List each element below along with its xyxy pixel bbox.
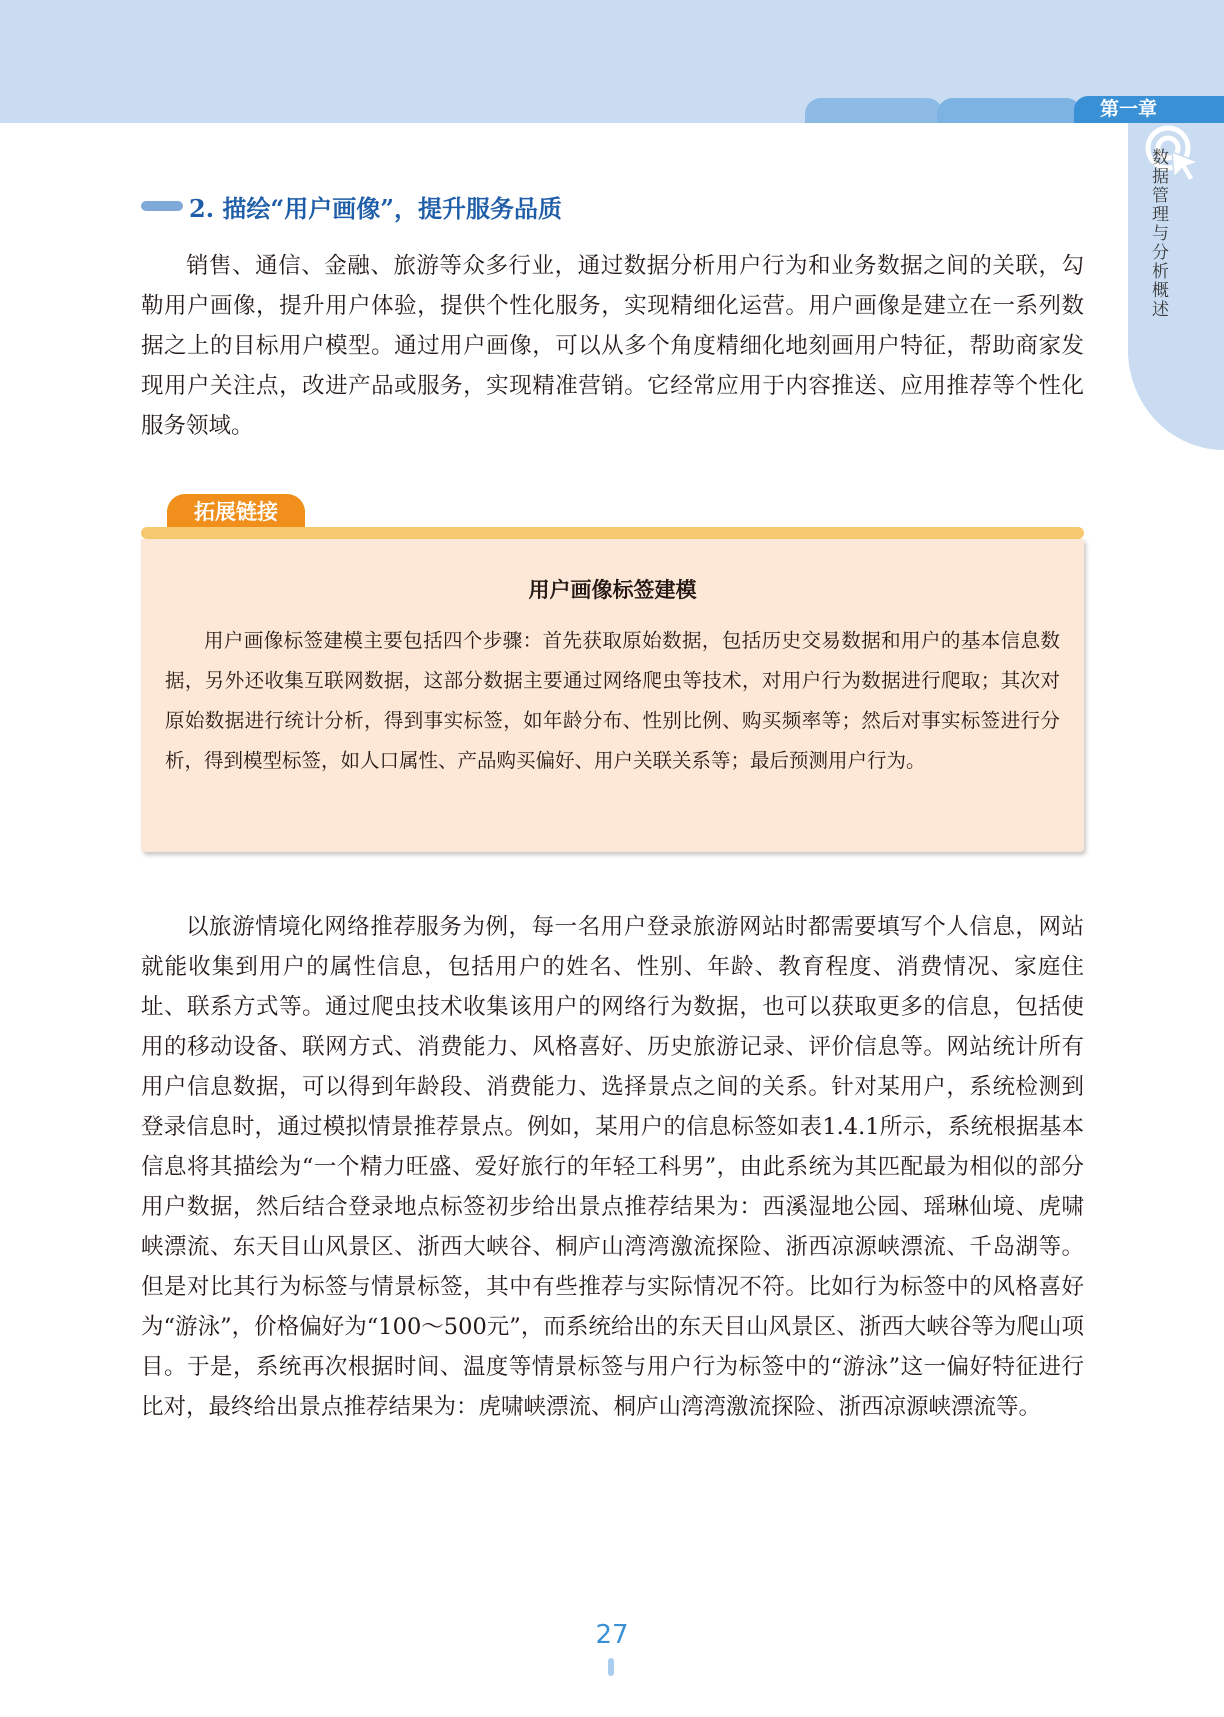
extension-label: 拓展链接 bbox=[167, 494, 305, 529]
section-heading bbox=[141, 190, 562, 222]
extension-top-bar bbox=[141, 527, 1084, 539]
section-heading-text: 2. 描绘“用户画像”，提升服务品质 bbox=[189, 193, 563, 223]
extension-body: 用户画像标签建模主要包括四个步骤：首先获取原始数据，包括历史交易数据和用户的基本信息数据，另外还收集互联网数据，这部分数据主要通过网络爬虫等技术，对用户行为数据进行爬取；其次对原始数据进行统计分析，得到事实标签，如年龄分布、性别比例、购买频率等；然后对事实标签进行分析，得到模型标签，如人口属性、产品购买偏好、用户关联关系等；最后预测用户行为。 bbox=[165, 629, 1060, 772]
page-number: 27 bbox=[595, 1620, 629, 1650]
extension-title: 用户画像标签建模 bbox=[528, 578, 697, 602]
paragraph-2: 以旅游情境化网络推荐服务为例，每一名用户登录旅游网站时都需要填写个人信息，网站就能收集到用户的属性信息，包括用户的姓名、性别、年龄、教育程度、消费情况、家庭住址、联系方式等。通过爬虫技术收集该用户的网络行为数据，也可以获取更多的信息，包括使用的移动设备、联网方式、消费能力、风格喜好、历史旅游记录、评价信息等。网站统计所有用户信息数据，可以得到年龄段、消费能力、选择景点之间的关系。针对某用户，系统检测到登录信息时，通过模拟情景推荐景点。例如，某用户的信息标签如表1.4.1所示，系统根据基本信息将其描绘为“一个精力旺盛、爱好旅行的年轻工科男”，由此系统为其匹配最为相似的部分用户数据，然后结合登录地点标签初步给出景点推荐结果为：西溪湿地公园、瑶琳仙境、虎啸峡漂流、东天目山风景区、浙西大峡谷、桐庐山湾湾激流探险、浙西凉源峡漂流、千岛湖等。但是对比其行为标签与情景标签，其中有些推荐与实际情况不符。比如行为标签中的风格喜好为“游泳”，价格偏好为“100～500元”，而系统给出的东天目山风景区、浙西大峡谷等为爬山项目。于是，系统再次根据时间、温度等情景标签与用户行为标签中的“游泳”这一偏好特征进行比对，最终给出景点推荐结果为：虎啸峡漂流、桐庐山湾湾激流探险、浙西凉源峡漂流等。 bbox=[141, 914, 1084, 1420]
header-tab-decoration bbox=[937, 98, 1082, 123]
chapter-label: 第一章 bbox=[1100, 98, 1158, 120]
header-tab-decoration bbox=[805, 98, 943, 123]
heading-marker bbox=[141, 201, 183, 211]
page-number-tick bbox=[608, 1658, 614, 1676]
chapter-tab bbox=[1074, 96, 1224, 123]
paragraph-1: 销售、通信、金融、旅游等众多行业，通过数据分析用户行为和业务数据之间的关联，勾勒用户画像，提升用户体验，提供个性化服务，实现精细化运营。用户画像是建立在一系列数据之上的目标用户模型。通过用户画像，可以从多个角度精细化地刻画用户特征，帮助商家发现用户关注点，改进产品或服务，实现精准营销。它经常应用于内容推送、应用推荐等个性化服务领域。 bbox=[141, 253, 1084, 439]
side-chapter-title: 数据管理与分析概述 bbox=[1148, 148, 1168, 319]
